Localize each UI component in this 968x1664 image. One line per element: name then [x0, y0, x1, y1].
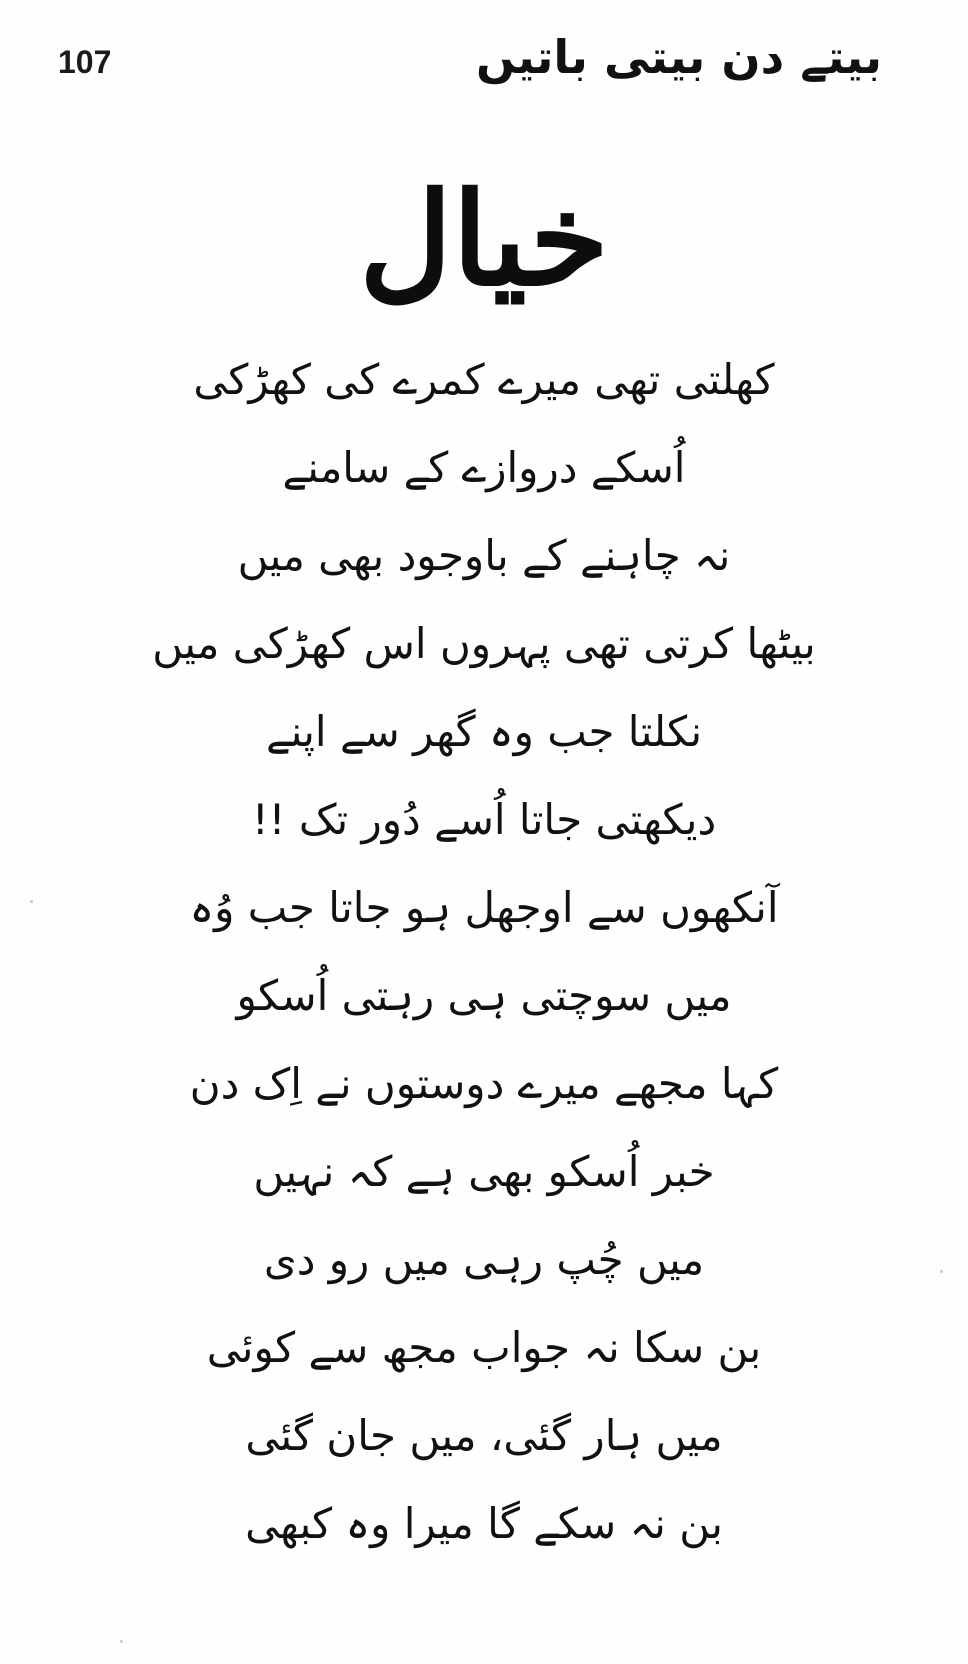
running-header: بیتے دن بیتی باتیں	[475, 30, 882, 84]
poem-line: نہ چاہنے کے باوجود بھی میں	[237, 531, 731, 580]
poem-line: بیٹھا کرتی تھی پہروں اس کھڑکی میں	[152, 619, 816, 668]
poem-line: کہا مجھے میرے دوستوں نے اِک دن	[189, 1059, 779, 1108]
scan-speck	[30, 900, 33, 903]
poem-line: میں سوچتی ہی رہتی اُسکو	[236, 971, 732, 1020]
scan-speck	[940, 1270, 943, 1273]
poem-line: آنکھوں سے اوجھل ہو جاتا جب وُہ	[189, 883, 779, 932]
poem-line: کھلتی تھی میرے کمرے کی کھڑکی	[193, 355, 775, 404]
poem-body	[0, 336, 968, 1568]
poem-line: بن سکا نہ جواب مجھ سے کوئی	[206, 1323, 762, 1372]
scan-speck	[120, 1640, 123, 1643]
page-number: 107	[58, 44, 112, 80]
poem-line: بن نہ سکے گا میرا وہ کبھی	[245, 1499, 723, 1548]
poem-line: دیکھتی جاتا اُسے دُور تک !!	[251, 795, 717, 844]
poem-line: میں ہار گئی، میں جان گئی	[245, 1411, 723, 1460]
poem-line: اُسکے دروازے کے سامنے	[282, 443, 686, 492]
poem-title: خیال	[359, 165, 609, 315]
poem-line: نکلتا جب وہ گھر سے اپنے	[265, 707, 703, 756]
poem-line: خبر اُسکو بھی ہے کہ نہیں	[253, 1147, 715, 1196]
poem-line: میں چُپ رہی میں رو دی	[263, 1235, 705, 1284]
